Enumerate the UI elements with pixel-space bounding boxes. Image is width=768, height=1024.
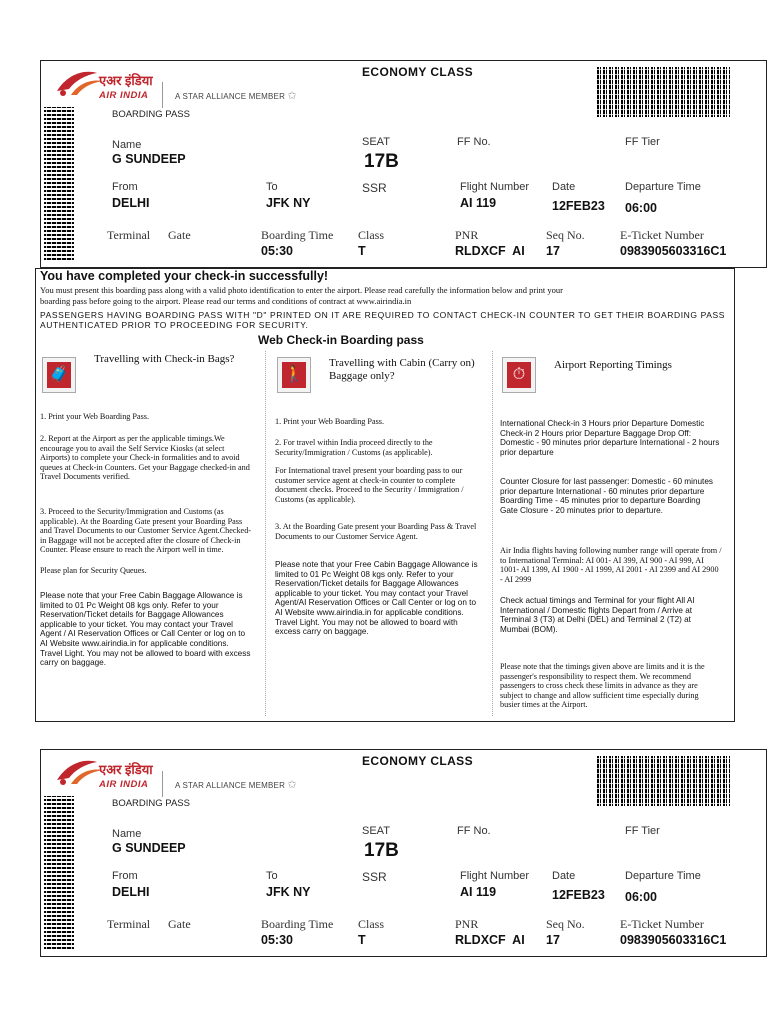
col3-p1: International Check-in 3 Hours prior Departure Domestic Check-in 2 Hours prior Departure Baggage Drop Off: Domestic - 90 minutes prior departure International - 2 hours prior departure (500, 419, 720, 457)
from-value: DELHI (112, 196, 150, 210)
airline-name-hindi: एअर इंडिया (99, 73, 153, 88)
seat-label: SEAT (362, 136, 390, 148)
ff-no-label: FF No. (457, 136, 491, 148)
qr-code-overlay (44, 796, 74, 949)
seat-value: 17B (364, 840, 399, 861)
ssr-label: SSR (362, 181, 387, 195)
col1-p2: 2. Report at the Airport as per the applicable timings.We encourage you to avail the Self Service Kiosks (at select Airports) to complete your Check-in formalities and to avoid queues at Check-in Counters. Get your Baggage checked-in and Travel Documents verified. (40, 434, 250, 482)
class-label: Class (358, 228, 385, 242)
class-value: T (358, 933, 366, 947)
eticket-label: E-Ticket Number (620, 917, 704, 931)
seq-no-label: Seq No. (546, 917, 585, 931)
to-label: To (266, 181, 278, 193)
from-label: From (112, 870, 138, 882)
class-value: T (358, 244, 366, 258)
person-icon: 🚶 (277, 357, 311, 393)
clock-icon: ⏱ (502, 357, 536, 393)
seq-no-value: 17 (546, 244, 560, 258)
column-divider (265, 351, 266, 716)
seq-no-label: Seq No. (546, 228, 585, 242)
seq-no-value: 17 (546, 933, 560, 947)
class-label: Class (358, 917, 385, 931)
luggage-icon: 🧳 (42, 357, 76, 393)
boarding-time-label: Boarding Time (261, 917, 334, 931)
star-alliance-icon: ✩ (287, 779, 297, 791)
star-alliance-label: A STAR ALLIANCE MEMBER ✩ (175, 90, 297, 102)
flight-number-value: AI 119 (460, 885, 497, 899)
eticket-value: 0983905603316C1 (620, 244, 727, 258)
boarding-time-label: Boarding Time (261, 228, 334, 242)
to-value: JFK NY (266, 885, 311, 899)
airline-name-hindi: एअर इंडिया (99, 762, 153, 777)
col3-p5: Please note that the timings given above are limits and it is the passenger's responsibility to respect them. We recommend passengers to cross check these limits in advance as they are subject to change and allow sufficient time especially during busier times at the Airport. (500, 662, 705, 710)
col2-p2: 2. For travel within India proceed directly to the Security/Immigration / Customs (as applicable). (275, 438, 433, 457)
ff-tier-label: FF Tier (625, 825, 660, 837)
date-value: 12FEB23 (552, 199, 605, 213)
flight-number-value: AI 119 (460, 196, 497, 210)
barcode-overlay (597, 67, 730, 117)
pnr-label: PNR (455, 228, 479, 242)
star-alliance-label: A STAR ALLIANCE MEMBER ✩ (175, 779, 297, 791)
departure-time-label: Departure Time (625, 181, 701, 193)
boarding-pass-top (40, 60, 767, 268)
web-checkin-heading: Web Check-in Boarding pass (258, 333, 424, 347)
passenger-name: G SUNDEEP (112, 841, 186, 855)
eticket-value: 0983905603316C1 (620, 933, 727, 947)
to-value: JFK NY (266, 196, 311, 210)
departure-time-label: Departure Time (625, 870, 701, 882)
boarding-time-value: 05:30 (261, 244, 293, 258)
intro-line-1: You must present this boarding pass along with a valid photo identification to enter the airport. Please read carefully the information below and print your (40, 285, 563, 295)
col2-p5: Please note that your Free Cabin Baggage Allowance is limited to 01 Pc Weight 08 kgs only. Refer to your Reservation/Ticket details for Baggage Allowances applicable to your ticket. You may contact your Travel Agent/AI Reservation Offices or Call Center or log on to AI Website www.airindia.in for applicable conditions. Travel Light. You may not be allowed to board with excess carry on baggage. (275, 560, 478, 637)
col2-title: Travelling with Cabin (Carry on) Baggage only? (329, 357, 475, 382)
col1-p4: Please plan for Security Queues. (40, 566, 147, 575)
name-label: Name (112, 828, 142, 840)
col2-p4: 3. At the Boarding Gate present your Boarding Pass & Travel Documents to our Customer Service Agent. (275, 522, 477, 541)
ff-tier-label: FF Tier (625, 136, 660, 148)
column-checkin-bags (36, 351, 271, 721)
boarding-pass-bottom (40, 749, 767, 957)
from-value: DELHI (112, 885, 150, 899)
name-label: Name (112, 139, 142, 151)
col1-p5: Please note that your Free Cabin Baggage Allowance is limited to 01 Pc Weight 08 kgs only. Refer to your Reservation/Ticket details for Baggage Allowances applicable to your ticket. You may contact your Travel Agent / AI Reservation Offices or Call Center or log on to AI Website www.airindia.in for applicable conditions. Travel Light. You may not be allowed to board with excess carry on baggage. (40, 591, 251, 668)
to-label: To (266, 870, 278, 882)
seat-value: 17B (364, 151, 399, 172)
terminal-label: Terminal (107, 228, 151, 242)
logo-divider (162, 771, 163, 797)
caps-notice: PASSENGERS HAVING BOARDING PASS WITH "D" PRINTED ON IT ARE REQUIRED TO CONTACT CHECK-IN COUNTER TO GET THEIR BOARDING PASS AUTHENTICATED PRIOR TO PROCEEDING FOR SECURITY. (40, 310, 726, 330)
gate-label: Gate (168, 228, 191, 242)
col1-title: Travelling with Check-in Bags? (94, 353, 235, 365)
pnr-value: RLDXCF AI (455, 933, 525, 947)
air-india-logo (55, 65, 165, 105)
qr-code-overlay (44, 107, 74, 260)
boarding-pass-title: BOARDING PASS (112, 798, 190, 809)
ff-no-label: FF No. (457, 825, 491, 837)
eticket-label: E-Ticket Number (620, 228, 704, 242)
flight-number-label: Flight Number (460, 181, 530, 193)
checkin-info-panel (35, 268, 735, 722)
passenger-name: G SUNDEEP (112, 152, 186, 166)
flight-number-label: Flight Number (460, 870, 530, 882)
col2-p1: 1. Print your Web Boarding Pass. (275, 417, 385, 426)
gate-label: Gate (168, 917, 191, 931)
pnr-label: PNR (455, 917, 479, 931)
air-india-logo (55, 754, 165, 794)
col1-p1: 1. Print your Web Boarding Pass. (40, 412, 150, 421)
boarding-pass-title: BOARDING PASS (112, 109, 190, 120)
travel-class-heading: ECONOMY CLASS (362, 754, 473, 768)
star-alliance-icon: ✩ (287, 90, 297, 102)
col3-p2: Counter Closure for last passenger: Domestic - 60 minutes prior departure International - 60 minutes prior departure Boarding Time - 45 minutes prior to departure Boarding Gate Closure - 20 minutes prior to departure. (500, 477, 713, 515)
airline-name: AIR INDIA (99, 90, 149, 101)
column-divider (492, 351, 493, 716)
airline-name: AIR INDIA (99, 779, 149, 790)
ssr-label: SSR (362, 870, 387, 884)
intro-line-2: boarding pass before going to the airport. Please read our terms and conditions of contract at www.airindia.in (40, 296, 412, 306)
terminal-label: Terminal (107, 917, 151, 931)
logo-divider (162, 82, 163, 108)
seat-label: SEAT (362, 825, 390, 837)
boarding-time-value: 05:30 (261, 933, 293, 947)
pnr-value: RLDXCF AI (455, 244, 525, 258)
date-label: Date (552, 870, 576, 882)
col1-p3: 3. Proceed to the Security/Immigration and Customs (as applicable). At the Boarding Gate present your Boarding Pass and Travel Documents to our Customer Service Agent.Checked-in Baggage will not be accepted after the closure of Check-in Counter. Please ensure to reach the Airport well in time. (40, 507, 252, 555)
date-label: Date (552, 181, 576, 193)
checkin-success-message: You have completed your check-in successfully! (40, 269, 329, 283)
col3-title: Airport Reporting Timings (554, 359, 672, 371)
departure-time-value: 06:00 (625, 890, 657, 904)
col2-p3: For International travel present your boarding pass to our customer service agent at check-in counter to complete document checks. Proceed to the Security / Immigration / Customs (as applicable). (275, 466, 464, 504)
date-value: 12FEB23 (552, 888, 605, 902)
barcode-overlay (597, 756, 730, 806)
travel-class-heading: ECONOMY CLASS (362, 65, 473, 79)
from-label: From (112, 181, 138, 193)
column-cabin-baggage (271, 351, 496, 721)
departure-time-value: 06:00 (625, 201, 657, 215)
col3-p4: Check actual timings and Terminal for your flight All AI International / Domestic flights Depart from / Arrive at Terminal 3 (T3) at Delhi (DEL) and Terminal 2 (T2) at Mumbai (BOM). (500, 596, 695, 634)
column-reporting-timings (496, 351, 734, 721)
col3-p3: Air India flights having following number range will operate from / to International Terminal: AI 001- AI 399, AI 900 - AI 999, AI 1001- AI 1399, AI 1900 - AI 1999, AI 2001 - AI 2399 and AI 2900 - AI 2999 (500, 546, 722, 584)
